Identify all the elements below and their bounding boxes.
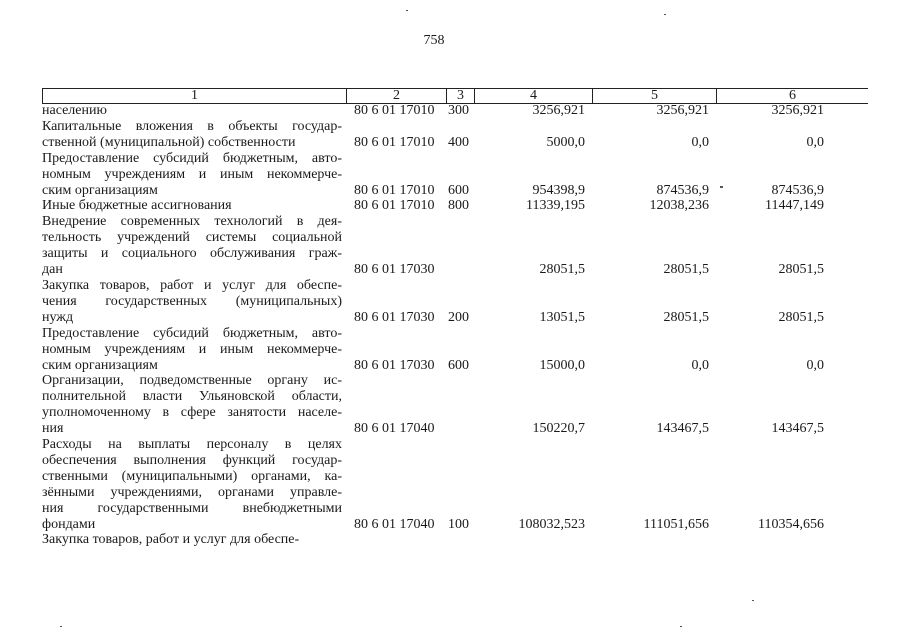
description-line: Внедрение современных технологий в дея- (42, 214, 342, 230)
table-header (42, 88, 868, 104)
row-description (42, 198, 342, 214)
row-value-col-6: 28051,5 (778, 262, 824, 278)
row-value-col-6: 874536,9 (771, 182, 824, 198)
row-value-col-5: 0,0 (691, 357, 709, 373)
description-line: ственной (муниципальной) собственности (42, 134, 296, 150)
row-code: 80 6 01 17010 (354, 134, 435, 150)
row-expense-type: 100 (448, 516, 469, 532)
table-row (42, 532, 868, 548)
table-row (42, 373, 868, 437)
description-line: ским организациям (42, 357, 158, 373)
row-value-col-5: 28051,5 (663, 262, 709, 278)
table-row (42, 278, 868, 326)
row-value-col-6: 110354,656 (758, 516, 824, 532)
row-value-col-4: 28051,5 (539, 262, 585, 278)
row-value-col-4: 15000,0 (539, 357, 585, 373)
row-value-col-6: 28051,5 (778, 309, 824, 325)
description-line: населению (42, 103, 107, 118)
row-value-col-5: 0,0 (691, 134, 709, 150)
description-line: ния (42, 421, 64, 437)
table-row (42, 103, 868, 119)
header-col-1: 1 (42, 89, 346, 103)
row-value-col-5: 143467,5 (656, 421, 709, 437)
row-code: 80 6 01 17010 (354, 198, 435, 214)
description-line: Организации, подведомственные органу ис- (42, 373, 342, 389)
row-expense-type: 200 (448, 309, 469, 325)
description-line: ским организациям (42, 182, 158, 198)
header-col-4: 4 (474, 89, 592, 103)
row-value-col-6: 143467,5 (771, 421, 824, 437)
row-description (42, 532, 342, 548)
table-row (42, 198, 868, 214)
row-description (42, 326, 342, 374)
row-expense-type: 400 (448, 134, 469, 150)
table-row (42, 437, 868, 532)
row-description (42, 214, 342, 278)
row-value-col-5: 28051,5 (663, 309, 709, 325)
row-code: 80 6 01 17040 (354, 421, 435, 437)
description-line: уполномоченному в сфере занятости населе- (42, 405, 342, 421)
header-col-3: 3 (446, 89, 474, 103)
page-number: 758 (423, 33, 445, 48)
row-value-col-4: 5000,0 (546, 134, 585, 150)
table-row (42, 151, 868, 199)
row-code: 80 6 01 17040 (354, 516, 435, 532)
row-description (42, 103, 342, 119)
row-expense-type: 600 (448, 182, 469, 198)
description-line: Закупка товаров, работ и услуг для обеспе- (42, 532, 300, 548)
row-value-col-5: 12038,236 (649, 198, 709, 214)
description-line: нужд (42, 309, 74, 325)
description-line: тельность учреждений системы социальной (42, 230, 342, 246)
row-value-col-4: 150220,7 (532, 421, 585, 437)
description-line: Иные бюджетные ассигнования (42, 198, 232, 214)
row-value-col-5: 874536,9 (656, 182, 709, 198)
row-value-col-5: 111051,656 (643, 516, 709, 532)
row-description (42, 151, 342, 199)
description-line: чения государственных (муниципальных) (42, 293, 342, 309)
table-row (42, 119, 868, 151)
row-code: 80 6 01 17010 (354, 182, 435, 198)
table-row (42, 326, 868, 374)
row-value-col-4: 108032,523 (518, 516, 585, 532)
row-value-col-4: 954398,9 (532, 182, 585, 198)
description-line: Расходы на выплаты персоналу в целях (42, 437, 342, 453)
description-line: Предоставление субсидий бюджетным, авто- (42, 150, 342, 166)
row-description (42, 437, 342, 532)
row-description (42, 119, 342, 151)
description-line: зёнными учреждениями, органами управле- (42, 484, 342, 500)
header-col-5: 5 (592, 89, 716, 103)
description-line: защиты и социального обслуживания граж- (42, 246, 342, 262)
description-line: Капитальные вложения в объекты государ- (42, 118, 342, 134)
header-col-6: 6 (716, 89, 868, 103)
row-value-col-4: 13051,5 (539, 309, 585, 325)
description-line: номным учреждениям и иным некоммерче- (42, 341, 342, 357)
description-line: фондами (42, 516, 96, 532)
description-line: Закупка товаров, работ и услуг для обеспе- (42, 277, 342, 293)
description-line: обеспечения выполнения функций государ- (42, 452, 342, 468)
header-col-2: 2 (346, 89, 446, 103)
row-expense-type: 800 (448, 198, 469, 214)
row-expense-type: 300 (448, 103, 469, 118)
description-line: номным учреждениям и иным некоммерче- (42, 166, 342, 182)
row-code: 80 6 01 17030 (354, 262, 435, 278)
row-code: 80 6 01 17030 (354, 357, 435, 373)
description-line: ственными (муниципальными) органами, ка- (42, 468, 342, 484)
description-line: полнительной власти Ульяновской области, (42, 389, 342, 405)
description-line: дан (42, 262, 63, 278)
row-value-col-6: 3256,921 (771, 103, 824, 118)
row-value-col-6: 11447,149 (765, 198, 824, 214)
row-value-col-4: 3256,921 (532, 103, 585, 118)
row-value-col-4: 11339,195 (526, 198, 585, 214)
table-row (42, 214, 868, 278)
row-code: 80 6 01 17010 (354, 103, 435, 118)
row-code: 80 6 01 17030 (354, 309, 435, 325)
row-description (42, 278, 342, 326)
table-body (42, 103, 868, 548)
row-value-col-6: 0,0 (806, 357, 824, 373)
description-line: ния государственными внебюджетными (42, 500, 342, 516)
row-description (42, 373, 342, 437)
description-line: Предоставление субсидий бюджетным, авто- (42, 325, 342, 341)
row-value-col-6: 0,0 (806, 134, 824, 150)
row-value-col-5: 3256,921 (656, 103, 709, 118)
row-expense-type: 600 (448, 357, 469, 373)
